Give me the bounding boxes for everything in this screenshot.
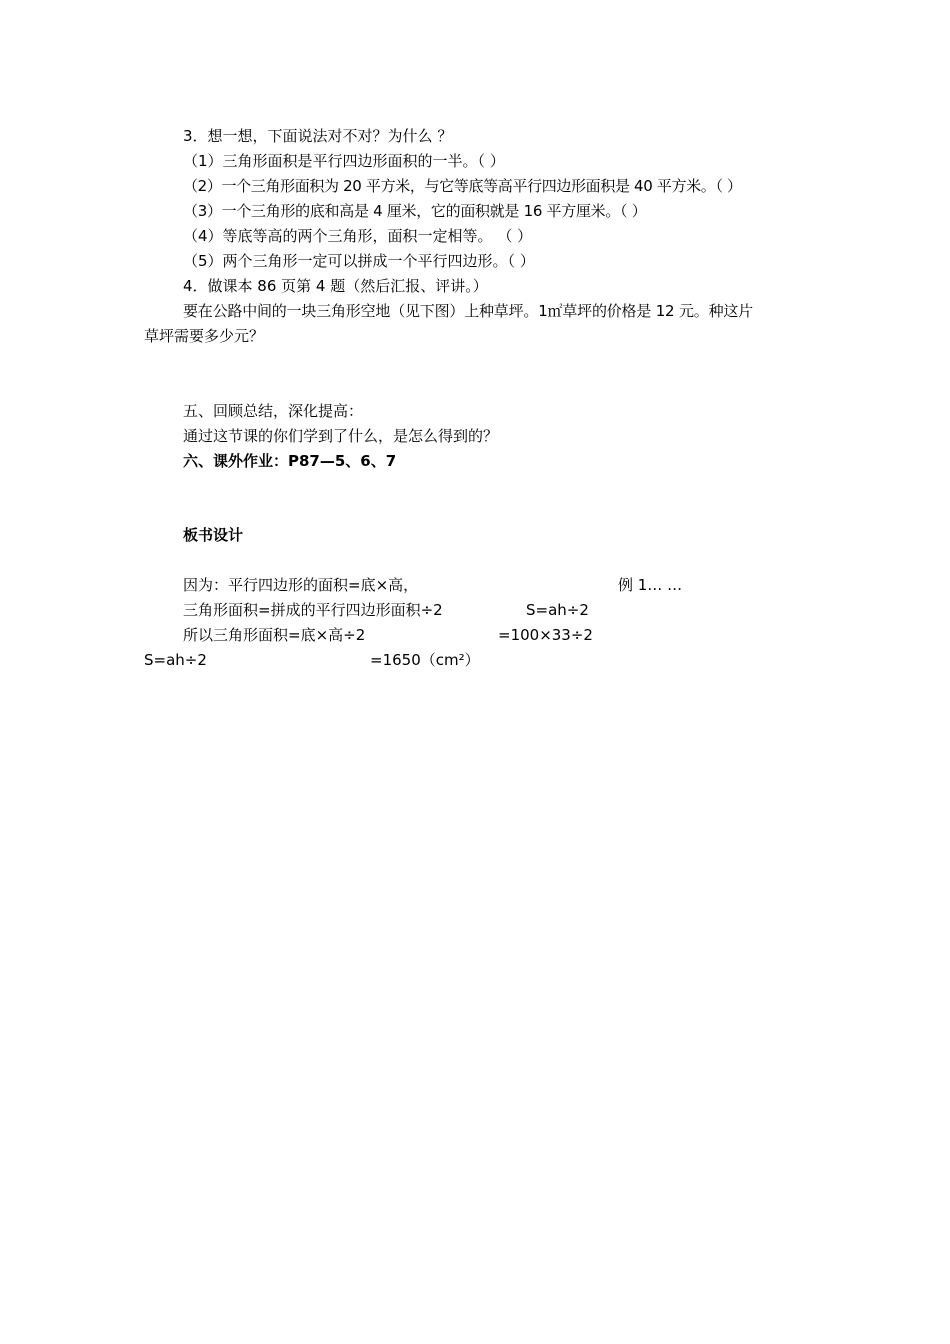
board-right-line-3: =100×33÷2 — [498, 626, 593, 644]
statement-2: （2）一个三角形面积为 20 平方米，与它等底等高平行四边形面积是 40 平方米。（ ） — [183, 177, 742, 195]
section5-heading: 五、回顾总结，深化提高： — [183, 402, 364, 420]
section4-heading: 4．做课本 86 页第 4 题（然后汇报、评讲。） — [183, 277, 488, 295]
section5-body: 通过这节课的你们学到了什么，是怎么得到的？ — [183, 427, 499, 445]
section4-body-line1: 要在公路中间的一块三角形空地（见下图）上种草坪。1㎡草坪的价格是 12 元。种这片 — [183, 302, 753, 320]
board-right-line-4: =1650（cm²） — [370, 651, 480, 669]
board-left-line-1: 因为：平行四边形的面积=底×高， — [183, 576, 419, 594]
board-title: 板书设计 — [183, 526, 244, 544]
statement-5: （5）两个三角形一定可以拼成一个平行四边形。（ ） — [183, 252, 535, 270]
statement-3: （3）一个三角形的底和高是 4 厘米，它的面积就是 16 平方厘米。（ ） — [183, 202, 647, 220]
statement-4: （4）等底等高的两个三角形，面积一定相等。 （ ） — [183, 227, 533, 245]
section6-heading: 六、课外作业：P87—5、6、7 — [183, 452, 397, 470]
board-left-line-3: 所以三角形面积=底×高÷2 — [183, 626, 366, 644]
board-left-line-4: S=ah÷2 — [144, 651, 207, 669]
board-left-line-2: 三角形面积=拼成的平行四边形面积÷2 — [183, 601, 443, 619]
statement-1: （1）三角形面积是平行四边形面积的一半。（ ） — [183, 152, 505, 170]
section4-body-line2: 草坪需要多少元？ — [144, 327, 265, 345]
section3-heading: 3．想一想，下面说法对不对？为什么 ？ — [183, 127, 453, 145]
board-right-line-1: 例 1… … — [618, 576, 683, 594]
board-right-line-2: S=ah÷2 — [526, 601, 589, 619]
